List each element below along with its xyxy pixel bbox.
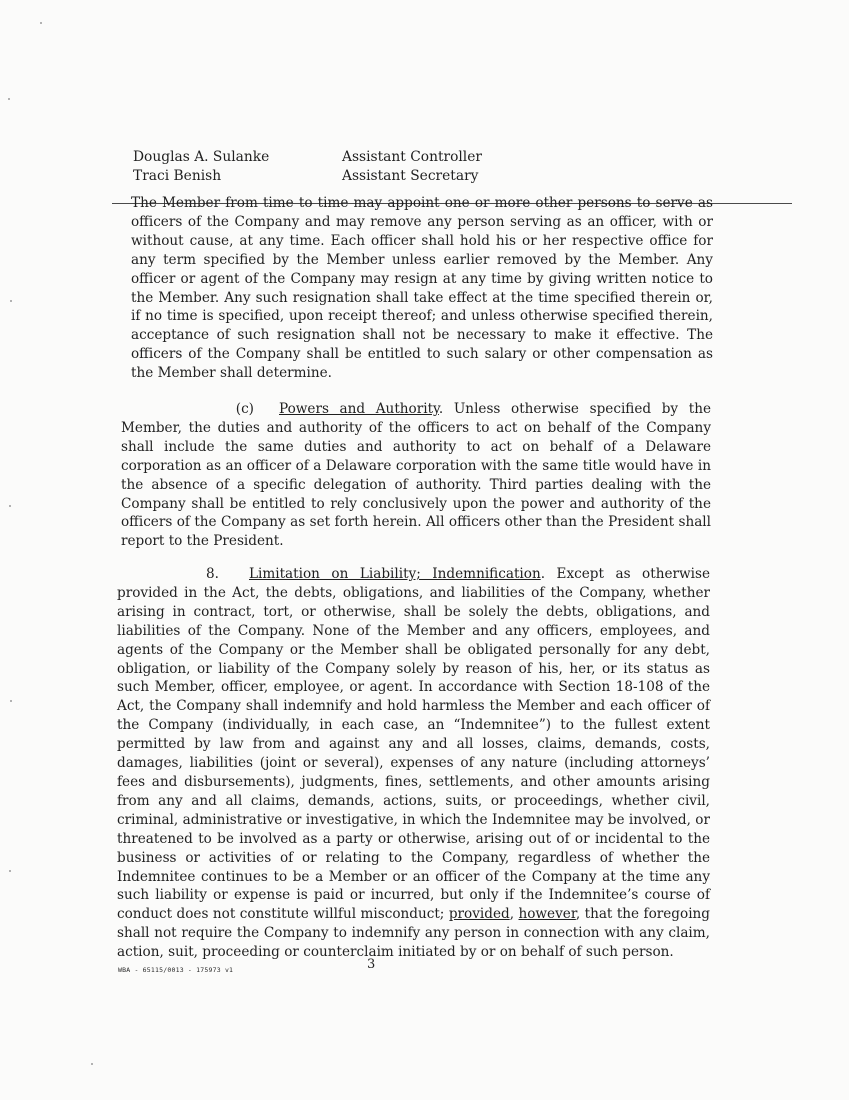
section-text-part-1: . Except as otherwise provided in the Act, the debts, obligations, and liabilities of the Company, whether arising in contract, tort, or otherwise, shall be solely the debts, obligations, and liabilities of the Company. None of the Member and any officers, employees, and agents of the Company or the Member shall be obligated personally for any debt, obligation, or liability of the Company solely by reason of his, her, or its status as such Member, officer, employee, or agent. In accordance with Section 18-108 of the Act, the Company shall indemnify and hold harmless the Member and each officer of the Company (individually, in each case, an “Indemnitee”) to the fullest extent permitted by law from and against any and all losses, claims, demands, costs, damages, liabilities (joint or several), expenses of any nature (including attorneys’ fees and disbursements), judgments, fines, settlements, and other amounts arising from any and all claims, demands, actions, suits, or proceedings, whether civil, criminal, administrative or investigative, in which the Indemnitee may be involved, or threatened to be involved as a party or otherwise, arising out of or incidental to the business or activities of or relating to the Company, regardless of whether the Indemnitee continues to be a Member or an officer of the Company at the time any such liability or expense is paid or incurred, but only if the Indemnitee’s course of conduct does not constitute willful misconduct; <box>117 566 710 923</box>
scan-speck <box>91 1063 93 1065</box>
section-8-indemnification <box>117 565 710 962</box>
however-term: however <box>518 906 576 923</box>
clause-heading: Powers and Authority <box>279 401 439 417</box>
scan-speck <box>9 870 11 872</box>
section-heading: Limitation on Liability; Indemnification <box>248 566 541 582</box>
officer-title: Assistant Controller <box>342 149 482 165</box>
scan-speck <box>40 22 42 24</box>
paragraph-powers-authority <box>121 400 711 551</box>
section-number: 8. <box>206 566 219 582</box>
officer-name: Traci Benish <box>133 168 222 184</box>
officer-title: Assistant Secretary <box>342 168 479 184</box>
provided-term: provided <box>448 906 510 923</box>
page-number: 3 <box>367 957 376 972</box>
scan-speck <box>10 300 12 302</box>
comma: , <box>509 906 519 923</box>
scan-speck <box>9 505 11 507</box>
paragraph-officers-text: The Member from time to time may appoint one or more other persons to serve as officers of the Company and may remove any person serving as an officer, with or without cause, at any time. Each officer shall hold his or her respective office for any term specified by the Member unless earlier removed by the Member. Any officer or agent of the Company may resign at any time by giving written notice to the Member. Any such resignation shall take effect at the time specified therein or, if no time is specified, upon receipt thereof; and unless otherwise specified therein, acceptance of such resignation shall not be necessary to make it effective. The officers of the Company shall be entitled to such salary or other compensation as the Member shall determine. <box>131 195 713 382</box>
scan-speck <box>10 700 12 702</box>
clause-label: (c) <box>235 401 254 417</box>
section-text-part-2: , that the foregoing shall not require the Company to indemnify any person in connection with any claim, action, suit, proceeding or counterclaim initiated by or on behalf of such person. <box>117 906 710 961</box>
paragraph-officers <box>131 194 713 383</box>
scan-speck <box>8 98 10 100</box>
document-id: WBA - 65115/0013 - 175973 v1 <box>118 966 234 974</box>
clause-text: . Unless otherwise specified by the Member, the duties and authority of the officers to act on behalf of the Company shall include the same duties and authority to act on behalf of a Delaware corporation as an officer of a Delaware corporation with the same title would have in the absence of a specific delegation of authority. Third parties dealing with the Company shall be entitled to rely conclusively upon the power and authority of the officers of the Company as set forth herein. All officers other than the President shall report to the President. <box>121 401 711 550</box>
officer-name: Douglas A. Sulanke <box>133 149 270 165</box>
